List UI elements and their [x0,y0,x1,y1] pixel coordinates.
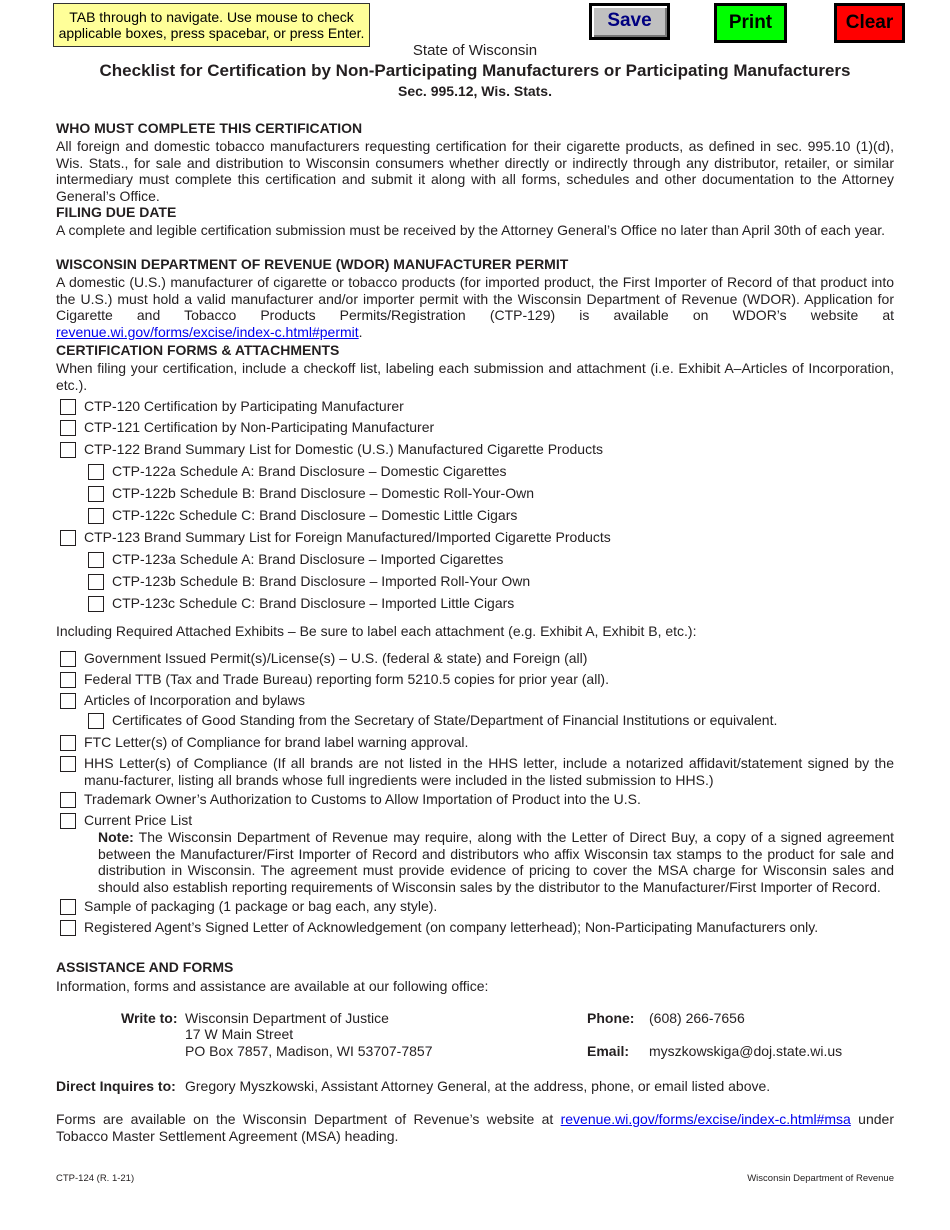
address-line-2: 17 W Main Street [185,1026,294,1042]
checkbox-ctp-121[interactable] [60,420,76,436]
address-line-1: Wisconsin Department of Justice [185,1010,389,1026]
msa-forms-link[interactable]: revenue.wi.gov/forms/excise/index-c.html#msa [560,1111,851,1127]
checklist-label: CTP-122c Schedule C: Brand Disclosure – Domestic Little Cigars [112,507,518,523]
permit-link[interactable]: revenue.wi.gov/forms/excise/index-c.html#permit [56,323,359,340]
checklist-label: CTP-120 Certification by Participating Manufacturer [84,398,404,414]
forms-availability-end: under Tobacco Master Settlement Agreement (MSA) heading. [56,1111,894,1144]
phone-number: (608) 266-7656 [649,1010,745,1026]
checklist-label: Registered Agent’s Signed Letter of Acknowledgement (on company letterhead); Non-Participating Manufacturers only. [84,919,819,935]
checklist-label: Federal TTB (Tax and Trade Bureau) reporting form 5210.5 copies for prior year (all). [84,671,609,687]
permit-end: . [358,323,363,340]
checklist-label: CTP-123b Schedule B: Brand Disclosure – Imported Roll-Your Own [112,573,531,589]
checkbox-ctp-123a[interactable] [88,552,104,568]
who-heading: WHO MUST COMPLETE THIS CERTIFICATION [56,120,363,136]
permit-body: A domestic (U.S.) manufacturer of cigarette or tobacco products (for imported product, the First Importer of Record of that product into the U.S.) must hold a valid manufacturer and/or importer permit with the Wisconsin Department of Revenue (WDOR). Application for Cigarette and Tobacco Products Permits/Registration (CTP-129) is available on WDOR’s website at [56,274,894,323]
checkbox-ctp-123c[interactable] [88,596,104,612]
checklist-label: Current Price List [84,812,193,828]
checklist-label: Articles of Incorporation and bylaws [84,692,305,708]
assistance-heading: ASSISTANCE AND FORMS [56,959,234,975]
checkbox-registered-agent-letter[interactable] [60,920,76,936]
clear-button[interactable]: Clear [834,3,905,43]
direct-inquiries-label: Direct Inquires to: [56,1078,176,1094]
form-identifier: CTP-124 (R. 1-21) [56,1173,135,1184]
footer-agency: Wisconsin Department of Revenue [747,1173,894,1184]
checklist-label: CTP-122b Schedule B: Brand Disclosure – Domestic Roll-Your-Own [112,485,534,501]
checklist-label: HHS Letter(s) of Compliance (If all brands are not listed in the HHS letter, include a notarized affidavit/statement signed by the manu-facturer, listing all brands whose full ingredients were included in the listed submission to HHS.) [84,755,894,788]
checklist-label: CTP-121 Certification by Non-Participating Manufacturer [84,419,435,435]
checkbox-ctp-122a[interactable] [88,464,104,480]
print-button[interactable]: Print [714,3,787,43]
save-button[interactable]: Save [589,3,670,40]
checklist-label: FTC Letter(s) of Compliance for brand label warning approval. [84,734,469,750]
checkbox-ctp-123b[interactable] [88,574,104,590]
permit-paragraph [56,274,894,340]
checklist-label: Certificates of Good Standing from the Secretary of State/Department of Financial Institutions or equivalent. [112,712,778,728]
checkbox-good-standing[interactable] [88,713,104,729]
forms-body: When filing your certification, include a checkoff list, labeling each submission and attachment (i.e. Exhibit A–Articles of Incorporation, etc.). [56,360,894,393]
navigation-instructions: TAB through to navigate. Use mouse to check applicable boxes, press spacebar, or press Enter. [53,3,370,47]
email-address: myszkowskiga@doj.state.wi.us [649,1043,843,1059]
checkbox-ttb-form[interactable] [60,672,76,688]
checkbox-ctp-120[interactable] [60,399,76,415]
direct-inquiries-text: Gregory Myszkowski, Assistant Attorney General, at the address, phone, or email listed above. [185,1078,771,1094]
checkbox-ctp-122[interactable] [60,442,76,458]
checkbox-current-price-list[interactable] [60,813,76,829]
note-text: The Wisconsin Department of Revenue may require, along with the Letter of Direct Buy, a copy of a signed agreement between the Manufacturer/First Importer of Record and distributors who affix Wisconsin tax stamps to the product for sale and distribution in Wisconsin. The agreement must provide evidence of pricing to cover the MSA charge for Wisconsin sales and should also establish reporting requirements of Wisconsin sales by the distributor to the Manufacturer/First Importer of Record. [98,829,894,895]
checklist-label: Trademark Owner’s Authorization to Customs to Allow Importation of Product into the U.S. [84,791,641,807]
checklist-label: Sample of packaging (1 package or bag each, any style). [84,898,438,914]
address-line-3: PO Box 7857, Madison, WI 53707-7857 [185,1043,433,1059]
state-name: State of Wisconsin [412,42,538,59]
checkbox-government-permits[interactable] [60,651,76,667]
checklist-label: CTP-122a Schedule A: Brand Disclosure – Domestic Cigarettes [112,463,507,479]
filing-heading: FILING DUE DATE [56,204,177,220]
forms-availability [56,1111,894,1144]
checklist-label-hhs [84,755,894,788]
permit-heading: WISCONSIN DEPARTMENT OF REVENUE (WDOR) MANUFACTURER PERMIT [56,256,569,272]
checkbox-packaging-sample[interactable] [60,899,76,915]
who-body: All foreign and domestic tobacco manufacturers requesting certification for their cigarette products, as defined in sec. 995.10 (1)(d), Wis. Stats., for sale and distribution to Wisconsin consumers whether directly or indirectly through any distributor, retailer, or similar intermediary must complete this certification and submit it along with all forms, schedules and other documentation to the Attorney General’s Office. [56,138,894,204]
checkbox-articles-incorporation[interactable] [60,693,76,709]
checkbox-ctp-123[interactable] [60,530,76,546]
forms-availability-text: Forms are available on the Wisconsin Department of Revenue’s website at [56,1111,561,1127]
checkbox-ctp-122b[interactable] [88,486,104,502]
filing-body: A complete and legible certification submission must be received by the Attorney General’s Office no later than April 30th of each year. [56,222,886,238]
forms-heading: CERTIFICATION FORMS & ATTACHMENTS [56,342,340,358]
write-to-label: Write to: [121,1010,178,1026]
page-title: Checklist for Certification by Non-Participating Manufacturers or Participating Manufacturers [99,61,851,80]
checkbox-trademark-authorization[interactable] [60,792,76,808]
checkbox-hhs-letter[interactable] [60,756,76,772]
checklist-label: CTP-123c Schedule C: Brand Disclosure – Imported Little Cigars [112,595,515,611]
phone-label: Phone: [587,1010,635,1026]
checklist-label: Government Issued Permit(s)/License(s) – U.S. (federal & state) and Foreign (all) [84,650,588,666]
checklist-label: CTP-123a Schedule A: Brand Disclosure – Imported Cigarettes [112,551,504,567]
price-list-note [98,829,894,895]
email-label: Email: [587,1043,630,1059]
statute-reference: Sec. 995.12, Wis. Stats. [398,83,552,99]
checkbox-ftc-letter[interactable] [60,735,76,751]
assistance-body: Information, forms and assistance are available at our following office: [56,978,489,994]
checklist-label: CTP-123 Brand Summary List for Foreign Manufactured/Imported Cigarette Products [84,529,611,545]
exhibits-intro: Including Required Attached Exhibits – Be sure to label each attachment (e.g. Exhibit A, Exhibit B, etc.): [56,623,697,639]
note-label: Note: [98,829,134,845]
checkbox-ctp-122c[interactable] [88,508,104,524]
checklist-label: CTP-122 Brand Summary List for Domestic (U.S.) Manufactured Cigarette Products [84,441,603,457]
